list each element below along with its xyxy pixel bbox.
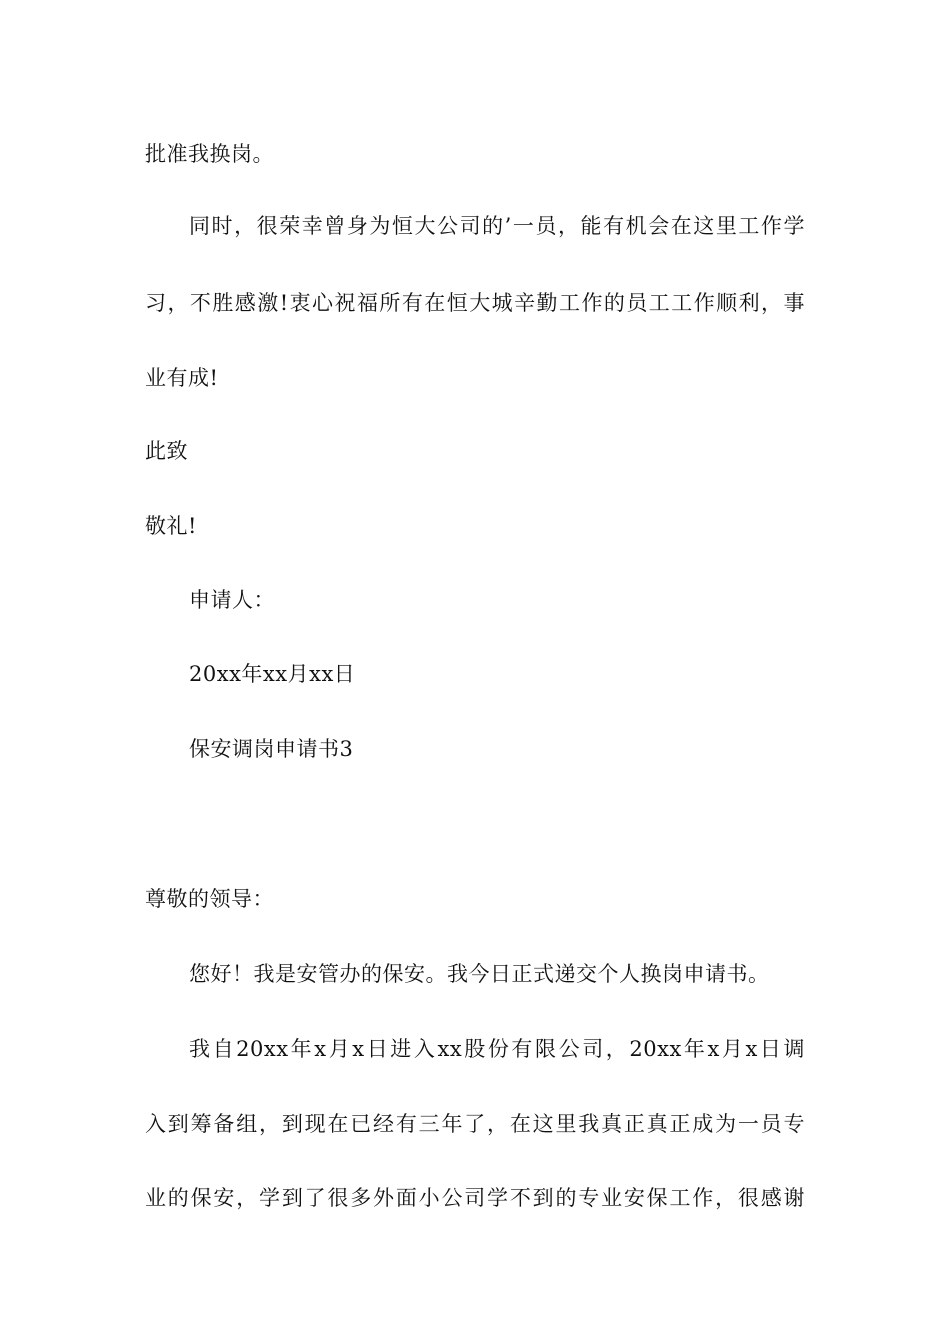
text-line-gratitude-2: 习，不胜感激!衷心祝福所有在恒大城辛勤工作的员工工作顺利，事 xyxy=(145,291,805,315)
body-line-2: 入到筹备组，到现在已经有三年了，在这里我真正真正成为一员专 xyxy=(145,1112,805,1136)
section-title: 保安调岗申请书3 xyxy=(189,737,354,761)
text-line-approve: 批准我换岗。 xyxy=(145,142,274,166)
applicant-label: 申请人： xyxy=(189,588,275,612)
closing-respect: 敬礼! xyxy=(145,514,197,538)
closing-salutation: 此致 xyxy=(145,439,188,463)
intro-line: 您好！我是安管办的保安。我今日正式递交个人换岗申请书。 xyxy=(189,962,770,986)
text-line-gratitude-3: 业有成! xyxy=(145,366,219,390)
greeting-line: 尊敬的领导： xyxy=(145,887,274,911)
text-line-gratitude-1: 同时，很荣幸曾身为恒大公司的’一员，能有机会在这里工作学 xyxy=(189,214,805,238)
date-line: 20xx年xx月xx日 xyxy=(189,662,356,686)
body-line-1: 我自20xx年x月x日进入xx股份有限公司，20xx年x月x日调 xyxy=(189,1037,805,1061)
body-line-3: 业的保安，学到了很多外面小公司学不到的专业安保工作，很感谢 xyxy=(145,1186,805,1210)
